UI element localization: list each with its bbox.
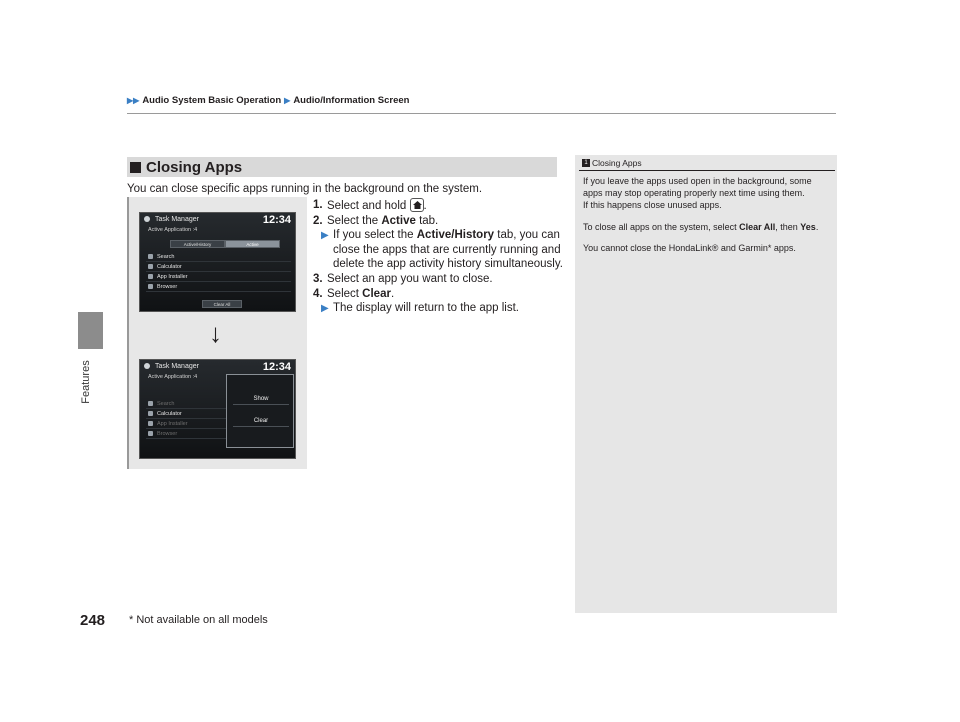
breadcrumb-arrow-icon: ▶ [284, 96, 291, 105]
step-3 [313, 272, 563, 287]
step-3-text: Select an app you want to close. [327, 272, 493, 285]
list-item[interactable] [146, 262, 291, 272]
note-paragraph: You cannot close the HondaLink® and Garmin* apps. [583, 242, 796, 253]
note-p2-mid: , then [775, 221, 801, 232]
show-button[interactable]: Show [233, 393, 289, 405]
screen-tabs [170, 240, 280, 248]
note-header [582, 158, 642, 168]
screen-clock: 12:34 [262, 214, 291, 226]
app-label: App Installer [157, 273, 188, 280]
step-number: 1. [313, 199, 323, 211]
step-number: 3. [313, 272, 323, 285]
chapter-tab-marker [78, 312, 103, 349]
tab-active[interactable]: Active [225, 240, 280, 248]
step-1 [313, 198, 563, 214]
screen-title: Task Manager [155, 362, 199, 370]
app-label: Calculator [157, 410, 182, 417]
list-item[interactable] [146, 282, 291, 292]
step-number: 4. [313, 287, 323, 300]
app-label: Calculator [157, 263, 182, 270]
note-body [583, 175, 831, 263]
task-manager-screen-list [139, 212, 296, 312]
note-p2-end: . [815, 221, 819, 232]
clear-button[interactable]: Clear [233, 415, 289, 427]
home-icon [410, 198, 424, 212]
step-2-substep [313, 228, 563, 272]
screen-subtitle: Active Application :4 [148, 374, 198, 380]
list-item[interactable] [146, 272, 291, 282]
step-2-sub-pre: If you select the [333, 229, 417, 242]
screen-clock: 12:34 [262, 361, 291, 373]
note-paragraph [583, 221, 831, 233]
step-1-text: Select and hold [327, 200, 407, 212]
note-p1b: If this happens close unused apps. [583, 200, 722, 211]
note-paragraph [583, 175, 831, 212]
step-number: 2. [313, 214, 323, 227]
procedure-steps [313, 198, 563, 317]
calculator-icon [148, 264, 153, 269]
step-text [327, 214, 438, 229]
step-2-bold: Active [381, 214, 416, 227]
app-label: Search [157, 400, 175, 407]
step-4-substep [313, 301, 563, 317]
step-text [327, 198, 427, 214]
app-list [146, 252, 291, 292]
browser-icon [148, 284, 153, 289]
app-label: Browser [157, 283, 178, 290]
browser-icon [148, 431, 153, 436]
app-label: App Installer [157, 420, 188, 427]
breadcrumb-item[interactable]: Audio/Information Screen [293, 95, 410, 106]
step-4-post: . [390, 287, 395, 300]
step-4 [313, 287, 563, 302]
step-2-pre: Select the [327, 214, 382, 227]
page-number: 248 [80, 612, 106, 629]
down-arrow-icon: ↓ [209, 318, 222, 348]
list-item[interactable] [146, 252, 291, 262]
step-1-end: . [423, 200, 427, 212]
task-manager-screen-popup [139, 359, 296, 459]
search-icon [148, 401, 153, 406]
section-square-icon [130, 162, 141, 173]
menu-dot-icon [144, 216, 150, 222]
section-title: Closing Apps [146, 158, 243, 176]
note-divider [579, 170, 835, 171]
breadcrumb [127, 95, 409, 106]
intro-text: You can close specific apps running in the background on the system. [127, 183, 483, 195]
footnote: * Not available on all models [129, 614, 268, 626]
note-p2-pre: To close all apps on the system, select [583, 221, 740, 232]
screen-title: Task Manager [155, 215, 199, 223]
substep-arrow-icon: ▶ [321, 230, 329, 242]
note-p2-bold2: Yes [800, 221, 816, 232]
note-p2-bold1: Clear All [739, 221, 776, 232]
step-2-sub-post: tab, you can close the apps that are currently running and delete the app activity history simultaneously. [333, 229, 563, 271]
breadcrumb-item[interactable]: Audio System Basic Operation [142, 95, 282, 106]
step-2 [313, 214, 563, 229]
substep-text: The display will return to the app list. [333, 302, 520, 315]
app-label: Search [157, 253, 175, 260]
section-heading [127, 157, 557, 177]
header-divider [127, 113, 836, 114]
app-label: Browser [157, 430, 178, 437]
step-2-post: tab. [415, 214, 439, 227]
calculator-icon [148, 411, 153, 416]
app-installer-icon [148, 274, 153, 279]
app-action-popup [226, 374, 294, 448]
chapter-side-label: Features [80, 360, 92, 404]
note-marker-icon: 1 [582, 159, 590, 167]
app-installer-icon [148, 421, 153, 426]
step-2-sub-bold: Active/History [416, 229, 495, 242]
note-title: Closing Apps [592, 158, 642, 168]
clear-all-button[interactable]: Clear All [202, 300, 242, 308]
step-text [327, 287, 394, 302]
substep-text [333, 228, 563, 272]
substep-arrow-icon: ▶ [321, 303, 329, 315]
note-p1: If you leave the apps used open in the background, some apps may stop operating properly next time using them. [583, 176, 812, 199]
step-4-bold: Clear [362, 287, 391, 300]
search-icon [148, 254, 153, 259]
step-4-pre: Select [327, 287, 363, 300]
task-manager-figure [127, 197, 307, 469]
breadcrumb-arrow-icon: ▶▶ [127, 96, 140, 105]
side-note [575, 155, 837, 613]
menu-dot-icon [144, 363, 150, 369]
screen-subtitle: Active Application :4 [148, 227, 198, 233]
tab-active-history[interactable]: Active/History [170, 240, 225, 248]
